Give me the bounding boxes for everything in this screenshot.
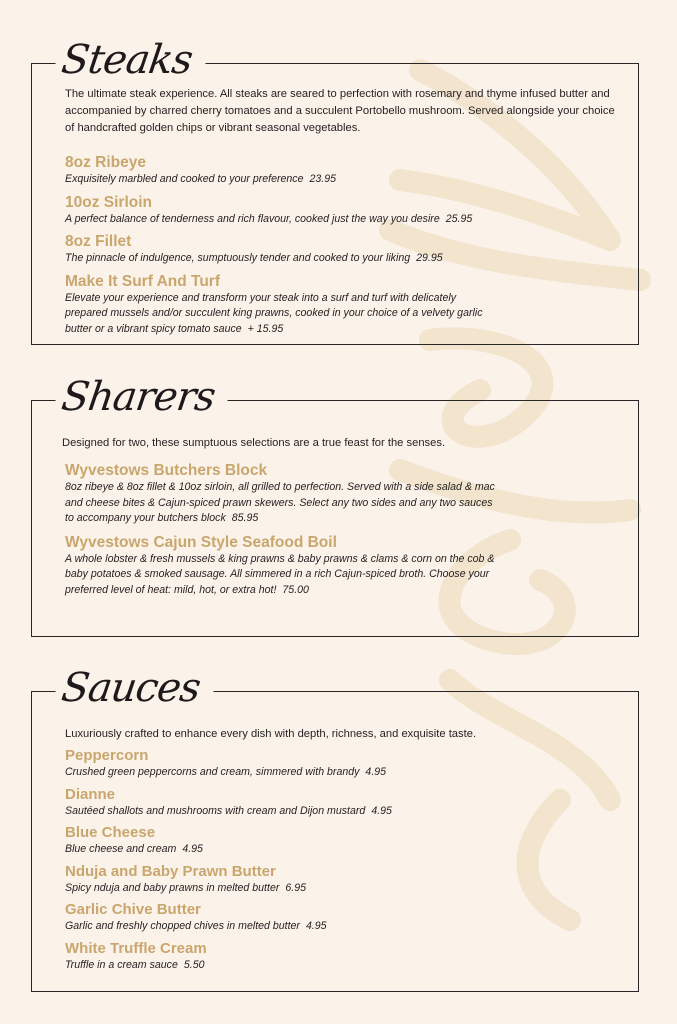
sauces-section: [31, 665, 639, 992]
item-title: Blue Cheese: [65, 824, 156, 841]
menu-item-blue-cheese: [65, 823, 585, 858]
item-desc: [65, 842, 585, 858]
item-desc: [65, 251, 585, 267]
menu-item-ribeye: [65, 153, 585, 188]
item-price: 6.95: [285, 881, 306, 894]
item-desc: [65, 212, 585, 228]
item-price: 4.95: [365, 766, 387, 778]
item-title: White Truffle Cream: [65, 939, 207, 957]
item-price: + 15.95: [247, 322, 284, 335]
item-desc-text: Exquisitely marbled and cooked to your preference: [65, 173, 304, 185]
item-title: Dianne: [65, 785, 116, 803]
item-price: 29.95: [416, 252, 443, 264]
item-desc: [65, 919, 585, 935]
item-price: 85.95: [231, 512, 259, 524]
sharers-list: [65, 461, 495, 604]
item-title: Make It Surf And Turf: [65, 272, 220, 290]
menu-item-peppercorn: [65, 746, 585, 781]
menu-item-sirloin: [65, 193, 585, 228]
item-title: Wyvestows Butchers Block: [65, 462, 268, 479]
sharers-section: [31, 374, 639, 637]
item-price: 4.95: [371, 804, 392, 817]
item-desc-text: Sautéed shallots and mushrooms with cream and Dijon mustard: [65, 804, 366, 817]
menu-item-butchers-block: [65, 461, 495, 527]
item-price: 5.50: [183, 958, 205, 971]
item-desc-text: Blue cheese and cream: [65, 843, 177, 855]
menu-item-dianne: [65, 785, 585, 820]
sharers-intro: Designed for two, these sumptuous selections are a true feast for the senses.: [62, 437, 446, 449]
item-desc-text: Elevate your experience and transform your steak into a surf and turf with delicately prepared mussels and/or succulent king prawns, cooked in your choice of a velvety garlic butter or a vibrant spicy tomato sauce: [65, 291, 483, 335]
steaks-intro: The ultimate steak experience. All steaks are seared to perfection with rosemary and thyme infused butter and accompanied by charred cherry tomatoes and a succulent Portobello mushroom. Served alongside your choice of handcrafted golden chips or vibrant seasonal vegetables.: [65, 88, 615, 134]
item-desc-text: Truffle in a cream sauce: [65, 958, 178, 971]
item-title: 8oz Fillet: [65, 233, 132, 250]
item-price: 23.95: [309, 173, 337, 185]
item-title: Garlic Chive Butter: [65, 901, 201, 918]
item-price: 4.95: [305, 920, 327, 932]
item-title: Nduja and Baby Prawn Butter: [65, 862, 276, 880]
item-title: 8oz Ribeye: [65, 154, 146, 171]
item-desc-text: The pinnacle of indulgence, sumptuously tender and cooked to your liking: [65, 252, 411, 264]
item-desc: [65, 958, 585, 974]
item-title: 10oz Sirloin: [65, 193, 152, 211]
item-desc-text: A whole lobster & fresh mussels & king prawns & baby prawns & clams & corn on the cob & baby potatoes & smoked sausage. All simmered in a rich Cajun-spiced broth. Choose your preferred level of heat: mild, hot, or extra hot!: [65, 552, 495, 596]
menu-item-fillet: [65, 232, 585, 267]
item-desc-text: 8oz ribeye & 8oz fillet & 10oz sirloin, all grilled to perfection. Served with a side salad & mac and cheese bites & Cajun-spiced prawn skewers. Select any two sides and any two sauces to accompany your butchers block: [65, 481, 495, 524]
item-price: 25.95: [445, 212, 473, 225]
sauces-heading: Sauces: [52, 662, 217, 714]
item-desc: [65, 552, 495, 599]
sharers-heading: Sharers: [52, 371, 232, 423]
item-desc: [65, 881, 585, 897]
sauces-list: [65, 746, 585, 977]
item-price: 75.00: [282, 583, 309, 596]
item-desc-text: Garlic and freshly chopped chives in melted butter: [65, 920, 300, 932]
menu-item-seafood-boil: [65, 533, 495, 599]
item-desc: [65, 804, 585, 820]
item-desc: [65, 765, 585, 781]
steaks-section: [31, 37, 639, 345]
sauces-intro: Luxuriously crafted to enhance every dish with depth, richness, and exquisite taste.: [65, 728, 477, 740]
menu-item-surf-and-turf: [65, 272, 485, 338]
item-price: 4.95: [182, 843, 203, 855]
menu-item-garlic-chive-butter: [65, 900, 585, 935]
item-desc-text: Crushed green peppercorns and cream, simmered with brandy: [65, 766, 360, 778]
item-desc-text: A perfect balance of tenderness and rich flavour, cooked just the way you desire: [65, 212, 440, 225]
item-desc: [65, 172, 585, 188]
steaks-heading: Steaks: [52, 34, 209, 86]
menu-item-white-truffle-cream: [65, 939, 585, 974]
steaks-list: [65, 153, 585, 342]
item-desc: [65, 480, 495, 527]
item-title: Peppercorn: [65, 747, 149, 764]
item-desc-text: Spicy nduja and baby prawns in melted butter: [65, 881, 280, 894]
menu-item-nduja-prawn-butter: [65, 862, 585, 897]
item-desc: [65, 291, 485, 338]
item-title: Wyvestows Cajun Style Seafood Boil: [65, 533, 337, 551]
